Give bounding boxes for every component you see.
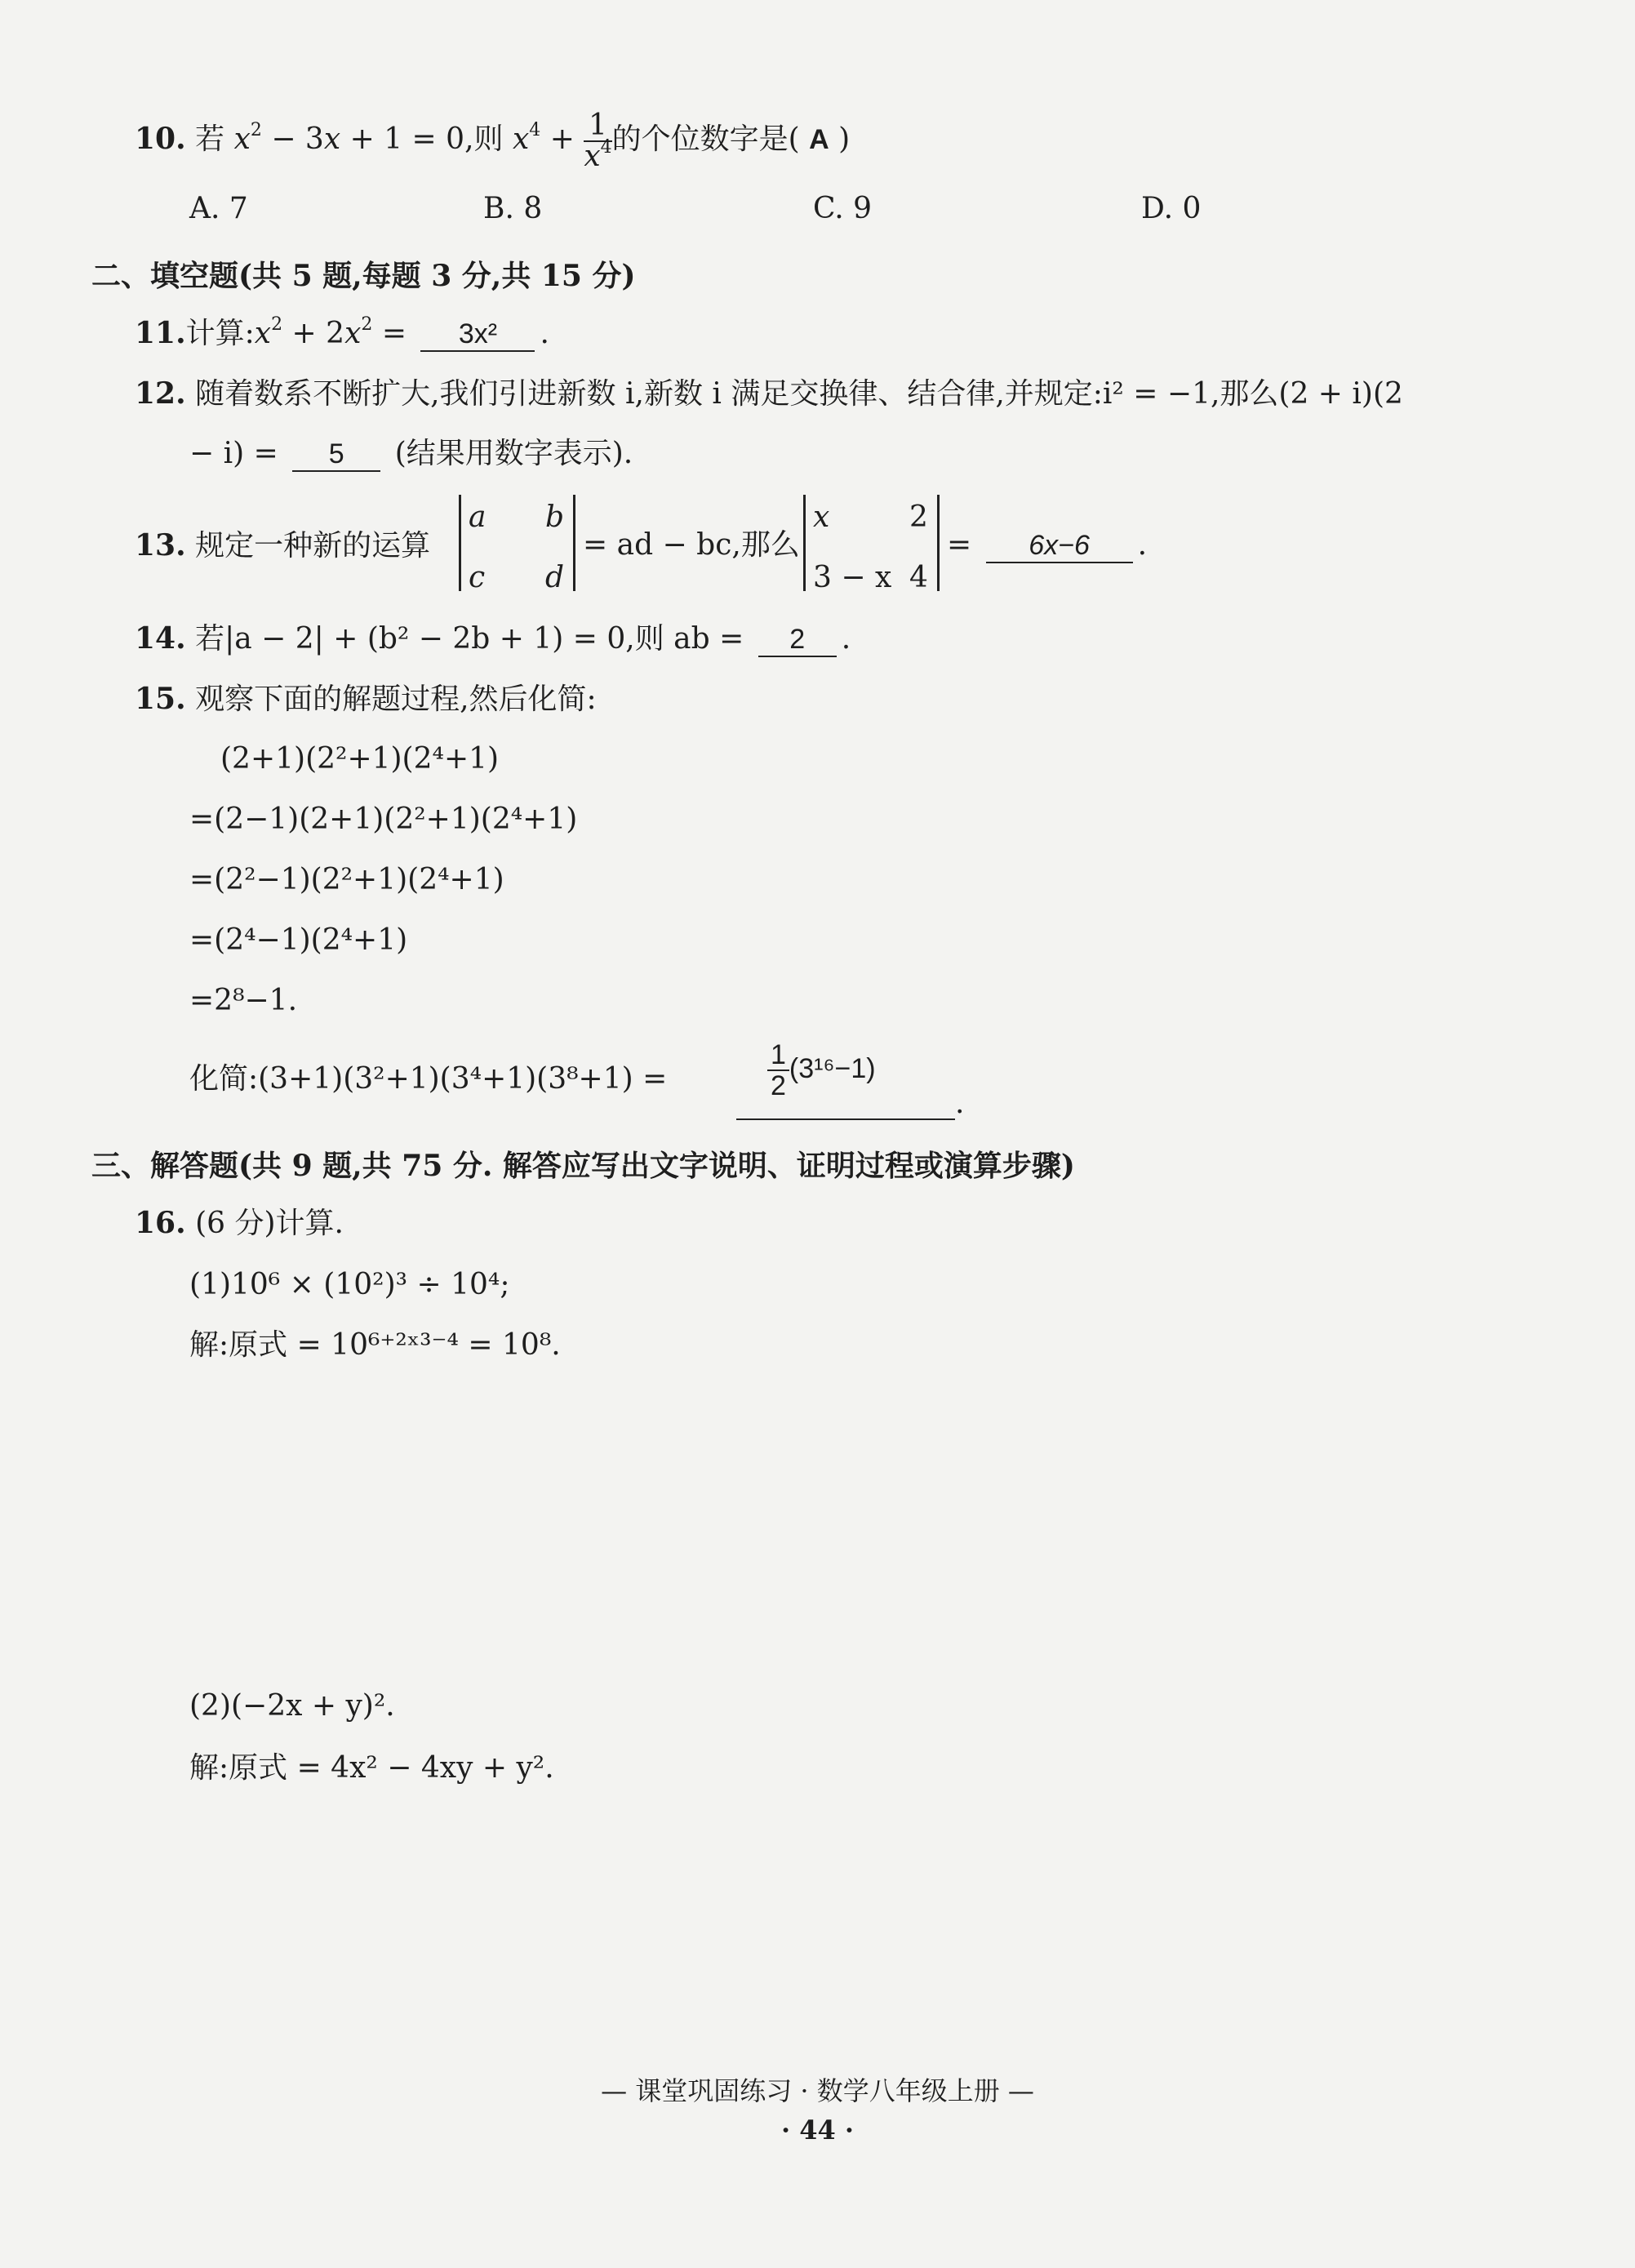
- question-16-part1: (1)10⁶ × (10²)³ ÷ 10⁴;: [189, 1268, 510, 1301]
- question-15: [135, 681, 597, 718]
- determinant-bar: [803, 495, 806, 591]
- page-number: · 44 ·: [780, 2115, 855, 2146]
- fraction-denominator: 2: [771, 1070, 786, 1101]
- question-16: [135, 1205, 344, 1242]
- section-3-title: 三、解答题(共 9 题,共 75 分. 解答应写出文字说明、证明过程或演算步骤): [91, 1149, 1075, 1183]
- work-step: =(2²−1)(2²+1)(2⁴+1): [189, 863, 504, 896]
- answer-16-part1: 解:原式 = 10⁶⁺²ˣ³⁻⁴ = 10⁸.: [189, 1328, 561, 1362]
- question-13-tail: = 6x−6 .: [947, 528, 1148, 562]
- option-a: A. 7: [189, 192, 248, 225]
- matrix-cell: c: [469, 561, 486, 594]
- determinant-bar: [937, 495, 940, 591]
- question-11-prefix: 计算:: [185, 317, 255, 350]
- matrix-cell: a: [469, 500, 487, 534]
- question-12-suffix: (结果用数字表示).: [394, 437, 633, 470]
- question-number: 12.: [135, 376, 186, 411]
- matrix-cell: x: [813, 500, 830, 534]
- question-11: 11.计算$:x^2 + 2x^2 = 3x^2$ .: [135, 314, 549, 350]
- question-14: 14. 若|a − 2| + (b² − 2b + 1) = 0,则 ab = 2 .: [135, 621, 851, 656]
- question-number: 10.: [135, 122, 186, 156]
- option-c: C. 9: [813, 192, 873, 225]
- option-d: D. 0: [1141, 192, 1202, 225]
- answer-15-rest: (3¹⁶−1): [789, 1052, 876, 1084]
- question-15-simplify: 化简:(3+1)(3²+1)(3⁴+1)(3⁸+1) =: [189, 1062, 668, 1096]
- matrix-cell: b: [545, 500, 565, 534]
- question-10-prefix: 若: [195, 122, 225, 156]
- question-15-text: 观察下面的解题过程,然后化简:: [195, 683, 597, 716]
- question-13-prefix: 规定一种新的运算: [195, 529, 431, 563]
- question-number: 15.: [135, 682, 186, 716]
- question-12-line2: [189, 436, 633, 472]
- question-number: 11.: [135, 316, 186, 350]
- option-b: B. 8: [483, 192, 543, 225]
- section-2-title: 二、填空题(共 5 题,每题 3 分,共 15 分): [91, 259, 636, 293]
- question-13-head: [135, 527, 430, 564]
- determinant-bar: [459, 495, 461, 591]
- determinant-bar: [573, 495, 575, 591]
- answer-15-blank: [736, 1118, 955, 1120]
- question-12-prefix: − i) =: [189, 437, 278, 470]
- period: .: [955, 1087, 965, 1120]
- question-10: 10. 若 $x^2 - 3x + 1 = 0$,则 $x^4$ + $\frac{1}{x^4}$ 的个位数字是( A ): [135, 109, 851, 173]
- question-number: 16.: [135, 1206, 186, 1240]
- work-step: =(2−1)(2+1)(2²+1)(2⁴+1): [189, 803, 578, 836]
- answer-15: [767, 1040, 876, 1101]
- question-12-text: 随着数系不断扩大,我们引进新数 i,新数 i 满足交换律、结合律,并规定:i² = −1,那么(2 + i)(2: [195, 377, 1403, 411]
- answer-10: A: [809, 124, 829, 155]
- matrix-cell: 4: [909, 561, 928, 594]
- question-16-title: (6 分)计算.: [195, 1207, 344, 1240]
- answer-13: 6x−6: [986, 529, 1133, 563]
- work-step: (2+1)(2²+1)(2⁴+1): [220, 742, 500, 776]
- question-13-mid: = ad − bc,那么: [583, 528, 800, 562]
- question-number: 13.: [135, 528, 186, 563]
- work-step: =2⁸−1.: [189, 984, 298, 1017]
- answer-11: 3x²: [420, 318, 535, 352]
- matrix-cell: d: [545, 561, 565, 594]
- fraction-numerator: 1: [767, 1040, 789, 1071]
- answer-12: 5: [292, 438, 380, 472]
- fraction: [767, 1040, 789, 1101]
- question-16-part2: (2)(−2x + y)².: [189, 1689, 395, 1723]
- answer-16-part2: 解:原式 = 4x² − 4xy + y².: [189, 1751, 554, 1785]
- footer-title: — 课堂巩固练习 · 数学八年级上册 —: [601, 2075, 1034, 2106]
- matrix-cell: 2: [909, 500, 928, 534]
- fraction: $\frac{1}{x^4}$: [584, 109, 612, 173]
- question-number: 14.: [135, 621, 186, 656]
- question-12-line1: [135, 376, 1403, 412]
- question-14-text: 若|a − 2| + (b² − 2b + 1) = 0,则 ab =: [195, 622, 744, 656]
- matrix-cell: 3 − x: [813, 561, 892, 594]
- work-step: =(2⁴−1)(2⁴+1): [189, 923, 408, 957]
- answer-14: 2: [758, 623, 837, 657]
